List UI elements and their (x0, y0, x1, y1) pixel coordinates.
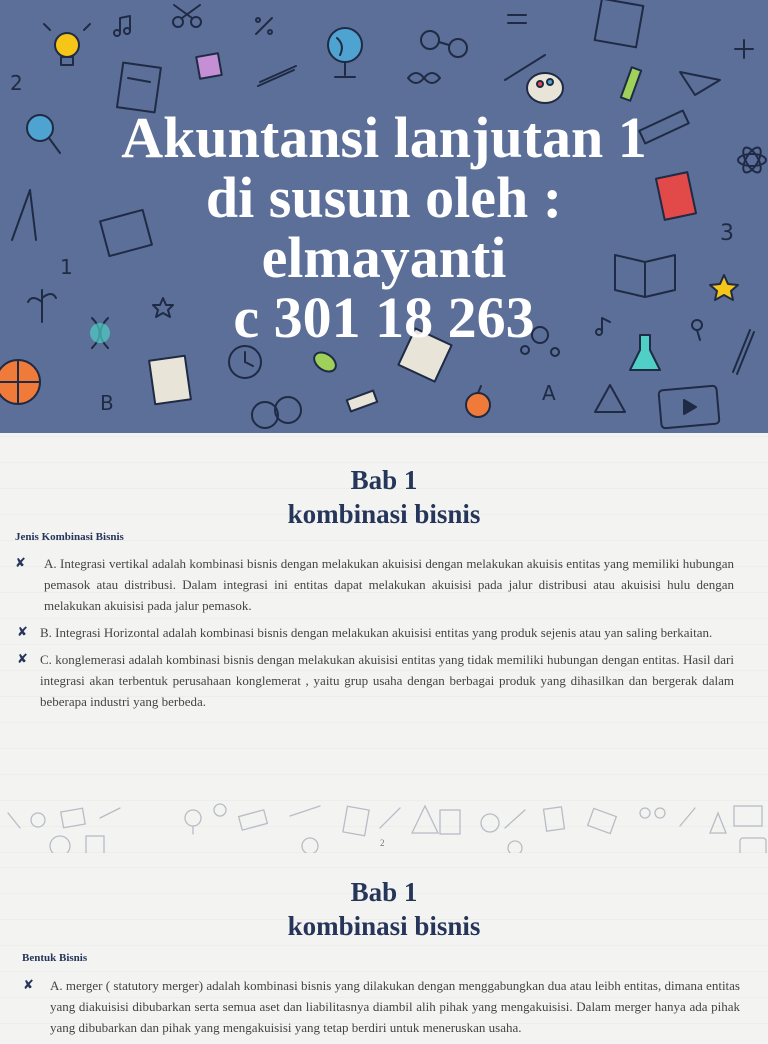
video-player-icon (658, 386, 719, 429)
slide-heading (0, 875, 768, 943)
plus-icon (735, 40, 753, 58)
bullet-text: A. merger ( statutory merger) adalah kombinasi bisnis yang dilakukan dengan menggabungkan dua atau leibh entitas, dimana entitas yang diakuisisi dibubarkan serta semua aset dan liabilitasnya diambil alih pihak yang mengakuisisi. Dalam merger hanya ada pihak yang dibubarkan dan pihak yang mengakuisisi yang tetap berdiri untuk meneruskan usaha. (50, 978, 740, 1035)
sticky-note-icon (196, 53, 221, 78)
title-text (0, 105, 768, 350)
doodle-strip-decoration (0, 798, 768, 858)
test-tube-icon (621, 67, 641, 100)
glasses-icon (421, 31, 467, 57)
bullet-text: C. konglemerasi adalah kombinasi bisnis dengan melakukan akuisisi entitas yang tidak memiliki hubungan dengan entitas. Hasil dari integrasi akan terbentuk perusahaan konglemerat , yaitu grup usaha dengan berbagai produk yang dihasilkan dan bergerak dalam beberapa industri yang berbeda. (40, 652, 734, 709)
bullet-list (15, 553, 734, 718)
cross-mark-icon: ✘ (17, 652, 28, 667)
title-line-1: Akuntansi lanjutan 1 (121, 105, 647, 170)
equals-icon (508, 15, 526, 23)
bullet-list (23, 975, 740, 1044)
title-slide (0, 0, 768, 433)
apple-icon (466, 386, 490, 417)
svg-text:1: 1 (60, 255, 73, 279)
heading-line-1: Bab 1 (350, 877, 418, 907)
svg-text:A: A (542, 381, 556, 405)
paper-plane-icon (680, 72, 720, 95)
pencil-icon (258, 66, 296, 86)
report-icon (149, 356, 191, 405)
palette-icon (527, 73, 563, 103)
subheading: Bentuk Bisnis (22, 952, 88, 964)
notebook-icon (595, 0, 644, 47)
list-item (17, 622, 734, 643)
music-note-icon (114, 16, 130, 36)
heading-line-2: kombinasi bisnis (287, 911, 481, 941)
list-item (17, 649, 734, 712)
svg-text:2: 2 (10, 71, 23, 95)
cross-mark-icon: ✘ (17, 625, 28, 640)
content-slide-jenis (0, 433, 768, 853)
list-item (15, 553, 734, 616)
cross-mark-icon: ✘ (23, 978, 34, 993)
page-number: 2 (380, 838, 385, 848)
infinity-icon (408, 73, 440, 83)
subheading: Jenis Kombinasi Bisnis (15, 531, 124, 543)
basketball-icon (0, 360, 40, 404)
percent-icon (256, 18, 272, 34)
title-line-3: elmayanti (261, 225, 507, 290)
title-line-2: di susun oleh : (205, 165, 563, 230)
pyramid-icon (595, 385, 625, 412)
svg-text:B: B (100, 391, 114, 415)
list-item (23, 975, 740, 1038)
eraser-icon (347, 391, 377, 412)
slide-heading (0, 463, 768, 531)
bullet-text: A. Integrasi vertikal adalah kombinasi bisnis dengan melakukan akuisisi dengan melakukan akuisis entitas yang memiliki hubungan pemasok atau distribusi. Dalam integrasi ini entitas dapat melakukan akuisisi pada jalur distribusi atau akuisisi hulu dengan melakukan akuisisi pada jalur pemasok. (44, 556, 734, 613)
cross-mark-icon: ✘ (15, 556, 26, 571)
lightbulb-icon (44, 24, 90, 65)
bullet-text: B. Integrasi Horizontal adalah kombinasi bisnis dengan melakukan akuisisi entitas yang produk sejenis atau yan saling berkaitan. (40, 625, 713, 640)
venn-icon (252, 397, 301, 428)
scissors-icon (173, 5, 201, 27)
leaf-icon (311, 349, 340, 376)
heading-line-1: Bab 1 (350, 465, 418, 495)
clock-icon (229, 346, 261, 378)
title-line-4: c 301 18 263 (233, 285, 535, 350)
svg-text:3: 3 (720, 221, 734, 246)
content-slide-bentuk (0, 853, 768, 1035)
heading-line-2: kombinasi bisnis (287, 499, 481, 529)
globe-icon (328, 28, 362, 77)
